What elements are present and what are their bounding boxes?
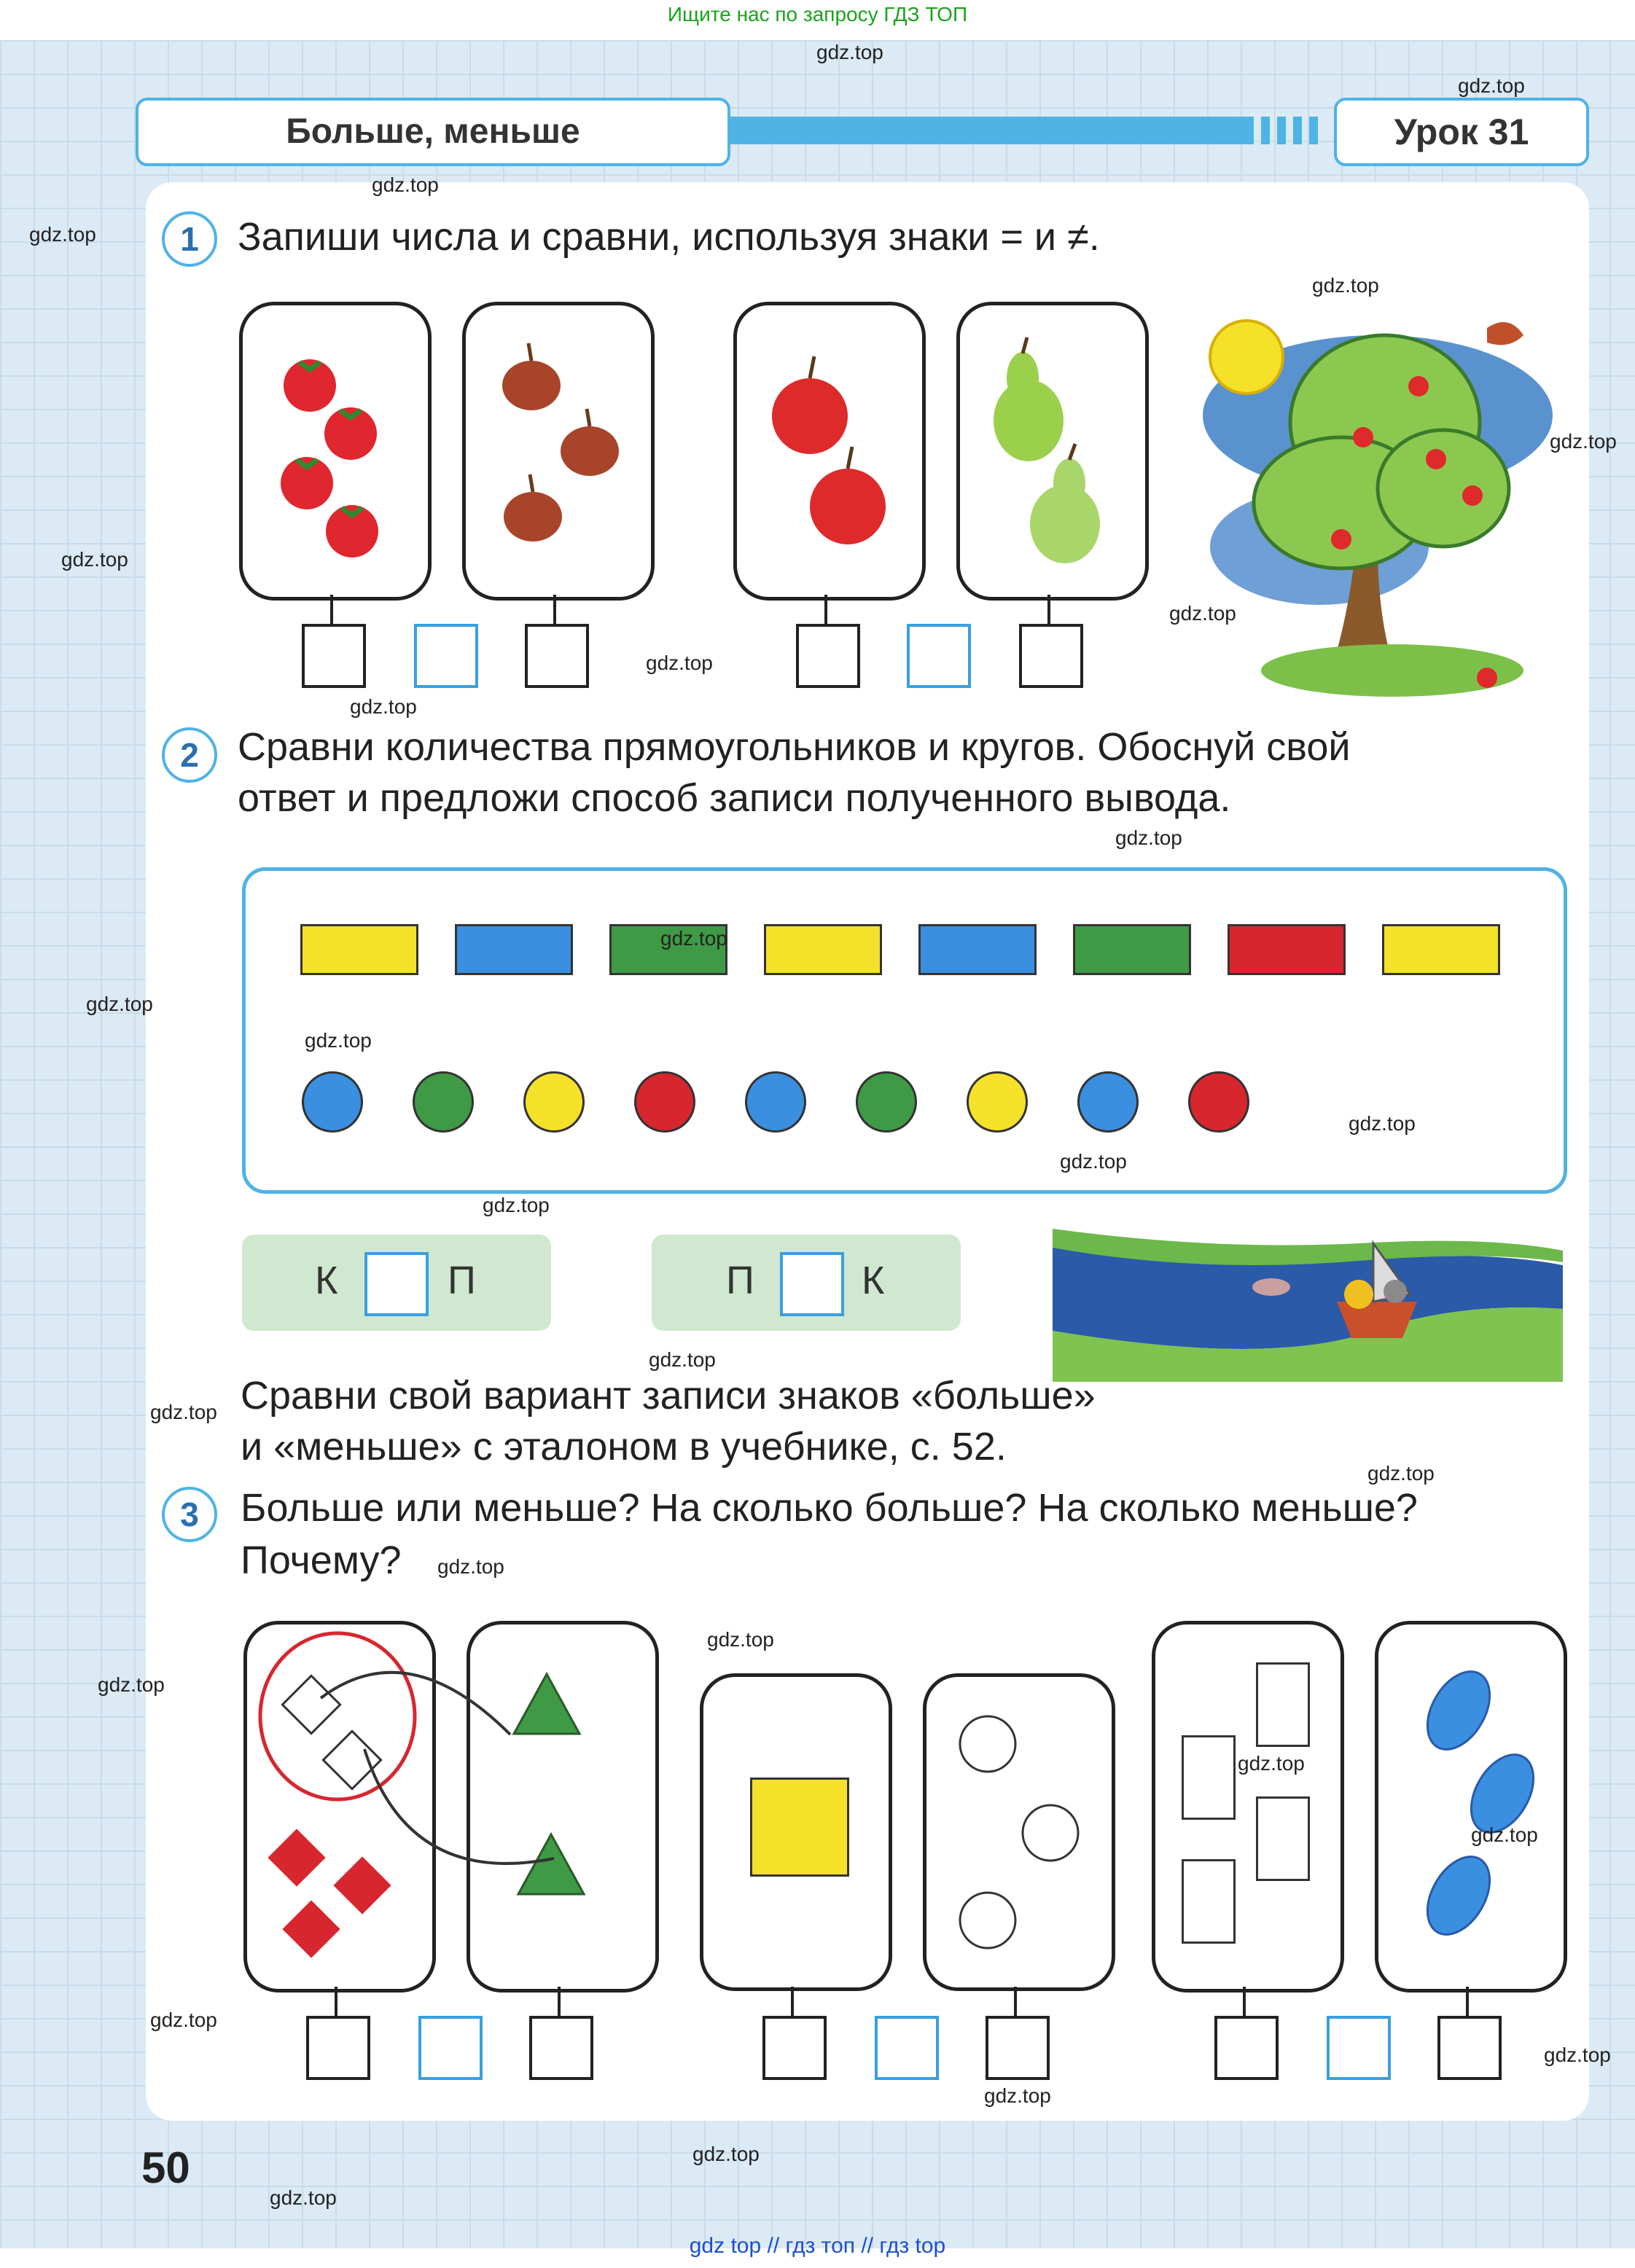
card-stem	[1047, 595, 1050, 625]
watermark: gdz.top	[437, 1555, 504, 1578]
watermark: gdz.top	[1471, 1823, 1538, 1846]
card-stem	[824, 595, 827, 625]
task1-number: 1	[162, 211, 217, 267]
circle-0	[302, 1071, 363, 1133]
fox-icon	[1344, 1280, 1373, 1309]
card-stem	[330, 595, 333, 625]
watermark: gdz.top	[372, 173, 439, 196]
mouse-icon	[1384, 1280, 1407, 1303]
sign-square[interactable]	[414, 624, 478, 688]
watermark: gdz.top	[61, 548, 128, 571]
watermark: gdz.top	[707, 1628, 774, 1651]
watermark: gdz.top	[86, 993, 153, 1015]
compare-box-1-right: П	[448, 1259, 476, 1302]
answer-square[interactable]	[302, 624, 366, 688]
answer-square[interactable]	[525, 624, 589, 688]
compare-box-1-left: К	[315, 1259, 338, 1302]
header-stripe-bar	[1293, 117, 1302, 144]
apple	[772, 356, 848, 454]
answer-square[interactable]	[762, 2016, 827, 2080]
white-rectangle	[1182, 1859, 1236, 1944]
header-stripe-bar	[1277, 117, 1286, 144]
tomato	[324, 407, 377, 460]
circle-2	[523, 1071, 585, 1133]
compare-box-2-right: К	[862, 1259, 885, 1302]
watermark: gdz.top	[270, 2186, 337, 2209]
bird-icon	[1487, 322, 1523, 345]
compare-sign-square-1[interactable]	[364, 1252, 429, 1316]
circle-3	[634, 1071, 695, 1133]
card-circles	[923, 1673, 1115, 1991]
task3-number: 3	[162, 1487, 217, 1542]
watermark: gdz.top	[1060, 1150, 1127, 1173]
task3-line1: Больше или меньше? На сколько больше? На сколько меньше?	[241, 1486, 1418, 1530]
compare-sign-square-2[interactable]	[780, 1252, 844, 1316]
pear	[994, 337, 1064, 461]
task2-note-line1: Сравни свой вариант записи знаков «больше»	[241, 1374, 1096, 1418]
card-apples	[733, 302, 926, 601]
task1-text: Запиши числа и сравни, используя знаки = и ≠.	[238, 215, 1100, 259]
rect-1	[455, 924, 573, 975]
watermark: gdz.top	[646, 652, 713, 674]
card-stem	[558, 1987, 561, 2017]
watermark: gdz.top	[29, 223, 96, 246]
white-rectangle	[1256, 1796, 1310, 1881]
page-number: 50	[141, 2143, 190, 2192]
answer-square[interactable]	[529, 2016, 593, 2080]
card-stem	[1243, 1987, 1246, 2017]
header-stripe-bar	[1309, 117, 1318, 144]
task2-line2: ответ и предложи способ записи полученного вывода.	[238, 776, 1231, 820]
blue-ovals-icon	[1378, 1624, 1564, 1989]
task2-note-line2: и «меньше» с эталоном в учебнике, с. 52.	[241, 1425, 1007, 1469]
watermark: gdz.top	[1458, 74, 1525, 97]
watermark: gdz.top	[1544, 2044, 1611, 2066]
card-stem	[553, 595, 556, 625]
apple-tree-illustration	[1195, 306, 1560, 700]
header-stripe	[729, 117, 1254, 144]
card-stem	[791, 1987, 794, 2017]
watermark: gdz.top	[98, 1673, 165, 1696]
watermark: gdz.top	[816, 41, 883, 63]
sign-square[interactable]	[418, 2016, 483, 2080]
white-rectangle	[1256, 1662, 1310, 1747]
pears-icon	[960, 305, 1145, 597]
onions-icon	[466, 305, 651, 597]
rect-0	[300, 924, 418, 975]
card-pears	[956, 302, 1149, 601]
circle-6	[967, 1071, 1028, 1133]
watermark: gdz.top	[1367, 1462, 1435, 1485]
card-stem	[1466, 1987, 1469, 2017]
apple	[810, 447, 886, 544]
circle-5	[856, 1071, 917, 1133]
top-banner[interactable]: Ищите нас по запросу ГДЗ ТОП	[667, 3, 968, 26]
sign-square[interactable]	[875, 2016, 939, 2080]
rect-4	[918, 924, 1037, 975]
fish-icon	[1252, 1278, 1290, 1296]
onion	[561, 409, 619, 476]
watermark: gdz.top	[1312, 274, 1379, 297]
watermark: gdz.top	[1349, 1112, 1416, 1135]
card-stem	[335, 1987, 337, 2017]
answer-square[interactable]	[1437, 2016, 1502, 2080]
card-yellow-square	[700, 1673, 892, 1991]
rect-3	[764, 924, 882, 975]
lesson-number	[1334, 98, 1589, 166]
circle-7	[1077, 1071, 1139, 1133]
tomato	[326, 505, 378, 558]
task2-number: 2	[162, 727, 217, 783]
card-tomatoes	[239, 302, 432, 601]
tomato	[284, 359, 336, 412]
watermark: gdz.top	[984, 2084, 1051, 2107]
apples-icon	[737, 305, 922, 597]
watermark: gdz.top	[483, 1194, 550, 1216]
circle-1	[413, 1071, 474, 1133]
onion	[504, 474, 562, 541]
tomato	[281, 457, 333, 509]
watermark: gdz.top	[1238, 1752, 1305, 1775]
watermark: gdz.top	[692, 2143, 760, 2165]
onion	[502, 343, 561, 410]
answer-square[interactable]	[1019, 624, 1083, 688]
header-stripe-bar	[1261, 117, 1270, 144]
river-boat-illustration	[1053, 1221, 1563, 1382]
card-white-rectangles	[1152, 1621, 1344, 1993]
sun-icon	[1210, 321, 1283, 394]
card-blue-ovals	[1375, 1621, 1567, 1993]
lesson-title	[136, 98, 730, 166]
lesson-number-text: Урок 31	[1394, 112, 1529, 152]
watermark: gdz.top	[1169, 602, 1236, 625]
sign-square[interactable]	[1327, 2016, 1391, 2080]
shapes-frame	[242, 867, 1567, 1194]
card-stem	[1014, 1987, 1017, 2017]
task2-line1: Сравни количества прямоугольников и кругов. Обоснуй свой	[238, 725, 1351, 769]
yellow-square	[750, 1778, 849, 1877]
answer-square[interactable]	[986, 2016, 1050, 2080]
watermark: gdz.top	[660, 927, 727, 950]
card-onions	[462, 302, 655, 601]
rect-5	[1073, 924, 1191, 975]
tomatoes-icon	[243, 305, 428, 597]
watermark: gdz.top	[1115, 826, 1182, 849]
answer-square[interactable]	[306, 2016, 370, 2080]
watermark: gdz.top	[350, 695, 417, 718]
watermark: gdz.top	[150, 2009, 217, 2031]
task3-line2: Почему?	[241, 1538, 402, 1582]
white-rectangle	[1182, 1735, 1236, 1820]
rect-7	[1382, 924, 1500, 975]
watermark: gdz.top	[305, 1029, 372, 1052]
circle-4	[745, 1071, 806, 1133]
circle-8	[1188, 1071, 1249, 1133]
bottom-banner[interactable]: gdz top // гдз топ // гдз top	[689, 2234, 946, 2258]
matching-arrows	[306, 1640, 583, 1888]
watermark: gdz.top	[649, 1348, 716, 1371]
rect-6	[1228, 924, 1346, 975]
compare-box-2-left: П	[726, 1259, 754, 1302]
answer-square[interactable]	[796, 624, 860, 688]
pear	[1030, 444, 1100, 563]
white-circles-icon	[926, 1677, 1112, 1987]
answer-square[interactable]	[1214, 2016, 1279, 2080]
sign-square[interactable]	[907, 624, 971, 688]
lesson-title-text: Больше, меньше	[286, 112, 580, 151]
watermark: gdz.top	[150, 1401, 217, 1423]
watermark: gdz.top	[1550, 430, 1617, 453]
